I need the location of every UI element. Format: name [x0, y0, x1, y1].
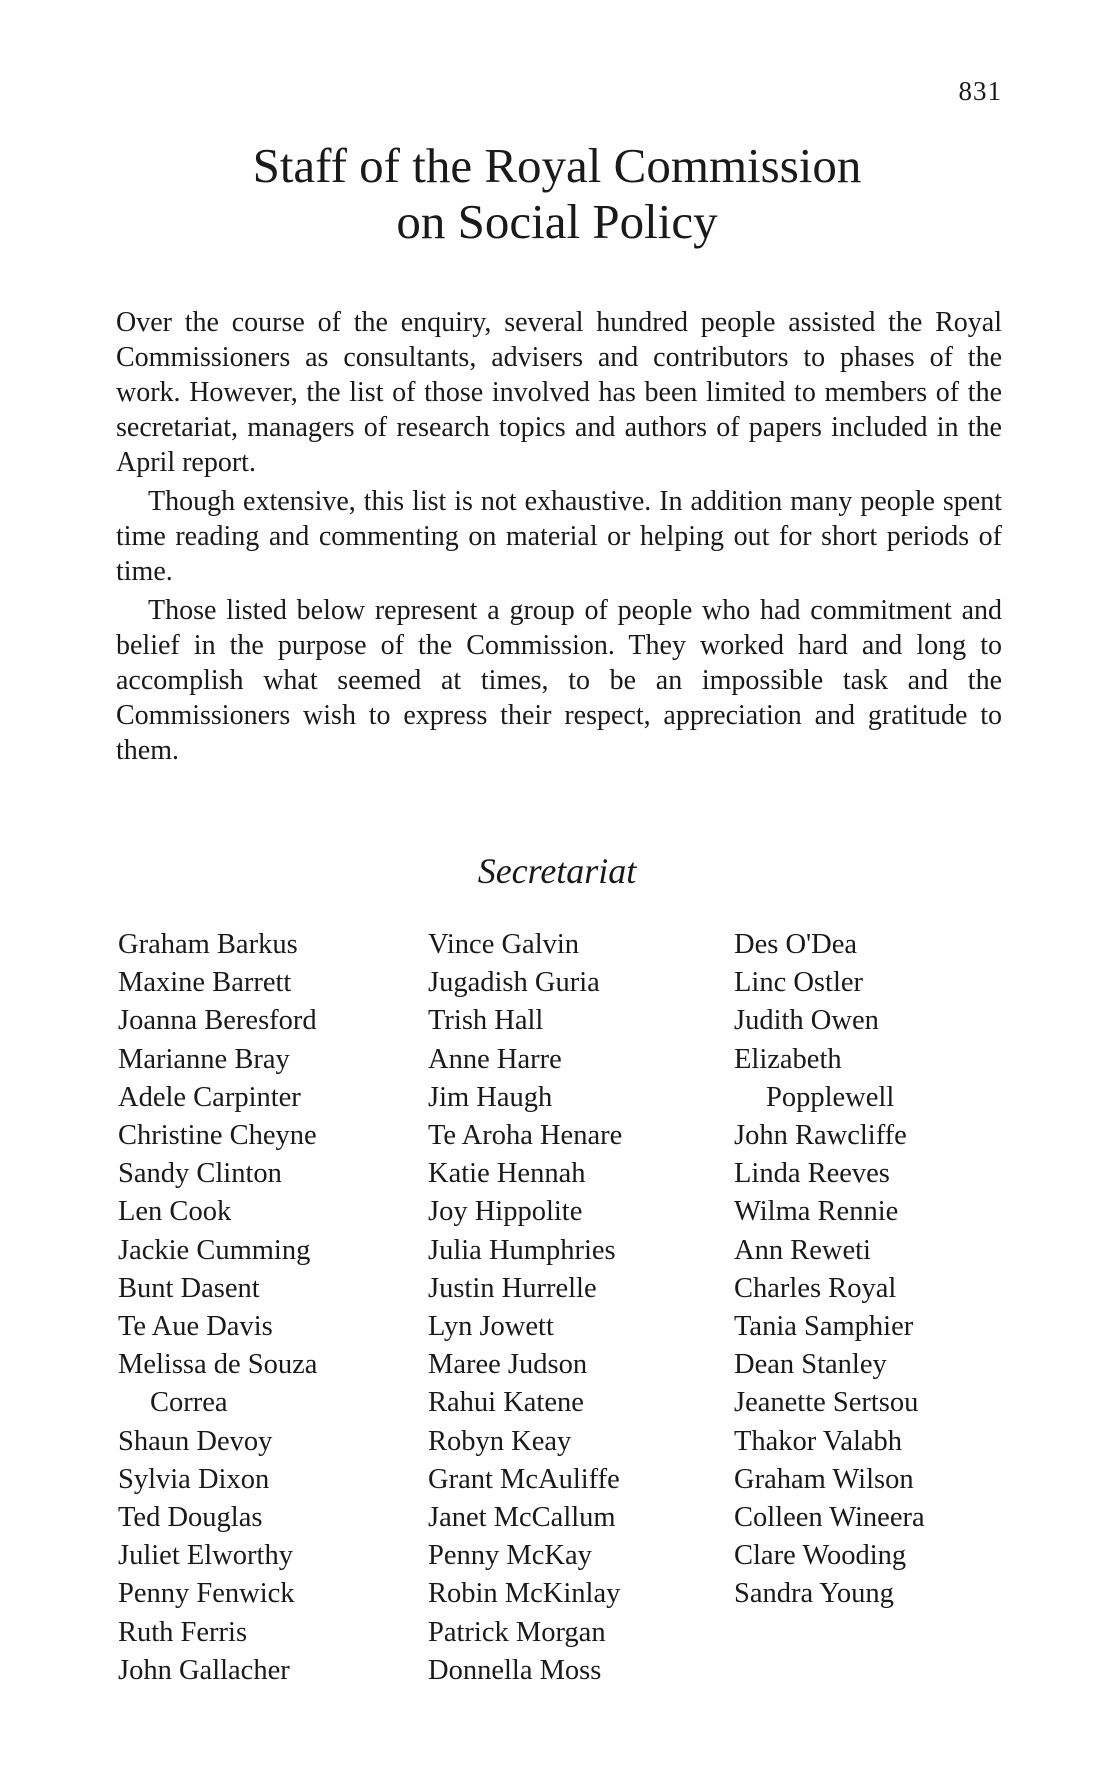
name-list-item: Trish Hall [428, 1005, 544, 1037]
name-list-item: Joanna Beresford [118, 1005, 317, 1037]
intro-text [116, 305, 1002, 772]
name-list-item: Graham Barkus [118, 929, 298, 960]
name-list-item: Donnella Moss [428, 1654, 602, 1686]
name-list-item: Jackie Cumming [118, 1234, 311, 1266]
name-list-item: Anne Harre [428, 1043, 562, 1075]
name-list-item: Joy Hippolite [428, 1196, 583, 1228]
name-list-item: Julia Humphries [428, 1234, 616, 1266]
name-list-item: Adele Carpinter [118, 1081, 301, 1113]
name-list-item: Wilma Rennie [734, 1196, 899, 1228]
name-list-item: Robin McKinlay [428, 1578, 621, 1610]
page-number: 831 [958, 76, 1002, 106]
name-list-item: Tania Samphier [734, 1311, 914, 1343]
name-list-item: Melissa de Souza [118, 1349, 318, 1381]
name-list-item: Colleen Wineera [734, 1502, 925, 1534]
name-list-item: Linda Reeves [734, 1158, 890, 1190]
name-column-1 [118, 926, 317, 1690]
name-list-item: Juliet Elworthy [118, 1540, 293, 1572]
name-column-3 [734, 926, 925, 1614]
name-list-item: Justin Hurrelle [428, 1272, 597, 1304]
name-list-item: Janet McCallum [428, 1502, 616, 1534]
name-list-item: John Gallacher [118, 1654, 290, 1686]
name-list-item: Robyn Keay [428, 1425, 572, 1457]
page-title-line-1: Staff of the Royal Commission [252, 138, 862, 193]
name-list-item: Popplewell [766, 1081, 895, 1113]
name-list-item: Grant McAuliffe [428, 1463, 620, 1495]
name-list-item: Katie Hennah [428, 1158, 586, 1190]
name-list-item: Lyn Jowett [428, 1311, 554, 1343]
page-title-line-2: on Social Policy [396, 194, 718, 249]
name-list-item: Des O'Dea [734, 929, 858, 960]
name-list-item: Sandra Young [734, 1578, 894, 1610]
section-heading-secretariat: Secretariat [477, 851, 637, 891]
name-list-item: John Rawcliffe [734, 1120, 907, 1152]
name-list-item: Christine Cheyne [118, 1120, 317, 1152]
name-list-item: Te Aroha Henare [428, 1120, 623, 1152]
name-list-item: Judith Owen [734, 1005, 879, 1037]
name-list-item: Charles Royal [734, 1272, 897, 1304]
name-list-item: Ann Reweti [734, 1234, 871, 1266]
intro-paragraph-2: Though extensive, this list is not exhaustive. In addition many people spent time reading and commenting on material or helping out for short periods of time. [116, 486, 1002, 587]
name-list-item: Penny Fenwick [118, 1578, 295, 1610]
name-list-item: Jeanette Sertsou [734, 1387, 919, 1419]
name-list-item: Elizabeth [734, 1043, 842, 1075]
intro-paragraph-1: Over the course of the enquiry, several hundred people assisted the Royal Commissioners as consultants, advisers and contributors to phases of the work. However, the list of those involved has been limited to members of the secretariat, managers of research topics and authors of papers included in the April report. [116, 307, 1002, 478]
name-list-item: Vince Galvin [428, 929, 580, 960]
name-list-item: Len Cook [118, 1196, 232, 1228]
name-column-2 [428, 926, 622, 1690]
name-list-item: Jim Haugh [428, 1081, 553, 1113]
name-list-item: Marianne Bray [118, 1043, 290, 1075]
intro-paragraph-3: Those listed below represent a group of people who had commitment and belief in the purpose of the Commission. They worked hard and long to accomplish what seemed at times, to be an impossible task and the Commissioners wish to express their respect, appreciation and gratitude to them. [116, 595, 1002, 766]
name-list-item: Patrick Morgan [428, 1616, 606, 1648]
name-list-item: Ted Douglas [118, 1502, 263, 1534]
name-list-item: Jugadish Guria [428, 967, 600, 999]
name-list-item: Maxine Barrett [118, 967, 292, 999]
name-list-item: Maree Judson [428, 1349, 588, 1381]
name-list-item: Ruth Ferris [118, 1616, 248, 1648]
name-list-item: Te Aue Davis [118, 1311, 273, 1343]
name-list-item: Penny McKay [428, 1540, 592, 1572]
name-list-item: Dean Stanley [734, 1349, 887, 1381]
name-list-item: Bunt Dasent [118, 1272, 260, 1304]
name-list-item: Correa [150, 1387, 228, 1419]
name-list-item: Sylvia Dixon [118, 1463, 270, 1495]
name-list-item: Shaun Devoy [118, 1425, 273, 1457]
name-list-item: Graham Wilson [734, 1463, 914, 1495]
name-list-item: Sandy Clinton [118, 1158, 282, 1190]
name-list-item: Rahui Katene [428, 1387, 584, 1419]
name-list-item: Thakor Valabh [734, 1425, 903, 1457]
page-title [0, 138, 1114, 250]
name-list-item: Linc Ostler [734, 967, 864, 999]
name-list-item: Clare Wooding [734, 1540, 907, 1572]
